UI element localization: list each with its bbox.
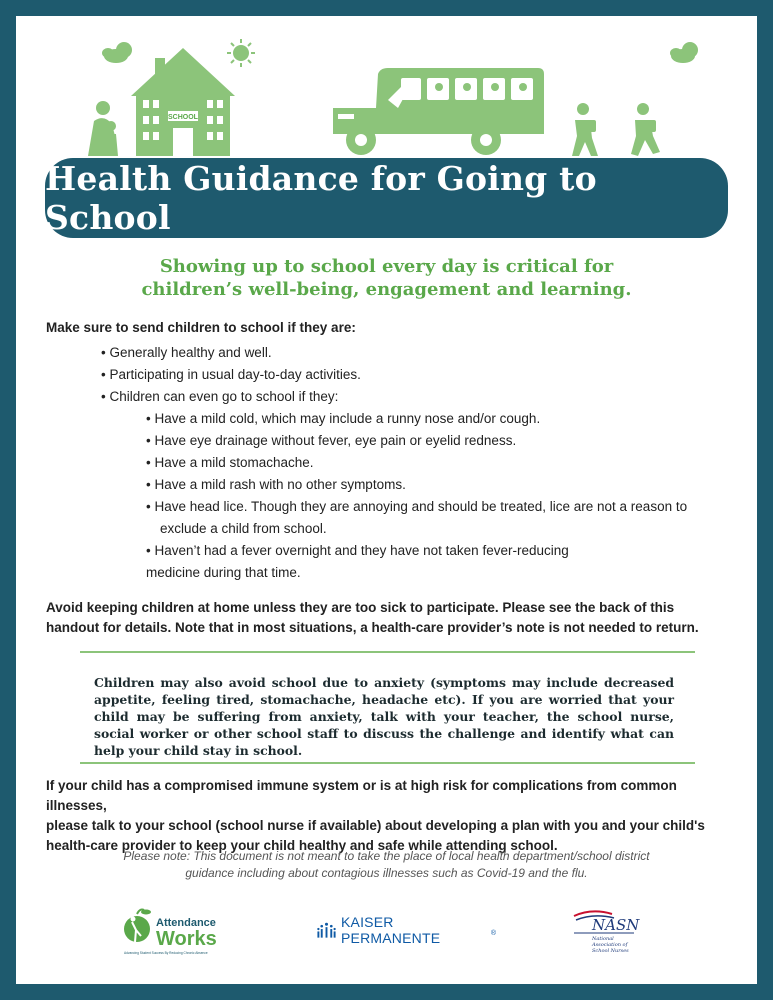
kaiser-permanente-wordmark: KAISER PERMANENTE [341, 914, 441, 946]
sub-list-item: • Have a mild rash with no other symptoms. [146, 477, 406, 492]
nasn-full-name-line: School Nurses [592, 948, 629, 954]
walking-child-icon [631, 103, 660, 156]
school-bus-icon [333, 68, 544, 155]
immune-paragraph-line: If your child has a compromised immune system or is at high risk for complications from common illnesses, [46, 778, 677, 813]
sub-list-item: • Haven’t had a fever overnight and they have not taken fever-reducing [146, 543, 569, 558]
cloud-icon [670, 42, 698, 63]
school-building-icon [131, 48, 235, 156]
attendance-works-top: Attendance [156, 917, 216, 929]
subtitle-line: Showing up to school every day is critical for [159, 256, 614, 277]
sun-icon [227, 39, 255, 67]
sub-list-item-continued: medicine during that time. [146, 565, 301, 580]
subtitle [60, 255, 713, 301]
sub-list-item: • Have a mild cold, which may include a runny nose and/or cough. [146, 411, 541, 426]
title-banner [45, 158, 728, 238]
parent-child-icon [88, 101, 118, 156]
nasn-wordmark: NASN [592, 916, 640, 934]
avoid-paragraph-line: handout for details. Note that in most situations, a health-care provider’s note is not needed to return. [46, 620, 699, 635]
disclaimer-line: guidance including about contagious illnesses such as Covid-19 and the flu. [185, 866, 588, 880]
list-item: • Generally healthy and well. [101, 345, 272, 360]
send-heading: Make sure to send children to school if they are: [46, 320, 356, 335]
divider [80, 651, 695, 653]
attendance-works-bottom: Works [156, 928, 217, 950]
divider [80, 762, 695, 764]
anxiety-callout: Children may also avoid school due to anxiety (symptoms may include decreased appetite, feeling tired, stomachache, headache etc). If you are worried that your child may be suffering from anxiety, talk with your teacher, the school nurse, social worker or other school staff to discuss the challenge and identify what can help your child stay in school. [94, 675, 674, 758]
sub-list-item: • Have a mild stomachache. [146, 455, 314, 470]
school-sign: SCHOOL [168, 114, 198, 121]
kaiser-permanente-logo [316, 914, 496, 946]
guidance-content [46, 318, 736, 638]
registered-mark-icon: ® [490, 930, 496, 937]
avoid-paragraph-line: Avoid keeping children at home unless they are too sick to participate. Please see the back of this [46, 600, 675, 615]
attendance-works-tagline: Advancing Student Success By Reducing Chronic Absence [124, 951, 208, 955]
immune-paragraph-line: health-care provider to keep your child healthy and safe while attending school. [46, 838, 558, 853]
nasn-full-name-line: Association of [592, 942, 628, 948]
disclaimer-note [100, 848, 673, 882]
kaiser-permanente-icon [316, 921, 337, 939]
cloud-icon [102, 42, 132, 63]
list-item: • Children can even go to school if they: [101, 389, 339, 404]
sub-list-item: • Have head lice. Though they are annoying and should be treated, lice are not a reason to [146, 499, 688, 514]
subtitle-line: children’s well-being, engagement and learning. [141, 279, 632, 300]
sub-list-item: • Have eye drainage without fever, eye pain or eyelid redness. [146, 433, 517, 448]
walking-child-icon [572, 103, 598, 156]
disclaimer-line: Please note: This document is not meant to take the place of local health department/school district [123, 849, 650, 863]
header-illustration [16, 16, 757, 166]
attendance-works-logo [122, 906, 232, 956]
immune-paragraph-line: please talk to your school (school nurse if available) about developing a plan with you and your child's [46, 818, 705, 833]
immune-paragraph [46, 776, 736, 856]
list-item: • Participating in usual day-to-day activities. [101, 367, 361, 382]
nasn-full-name-line: National [592, 936, 614, 942]
page-title: Health Guidance for Going to School [45, 159, 597, 237]
sub-list-item-continued: exclude a child from school. [160, 521, 327, 536]
nasn-logo [572, 908, 652, 958]
